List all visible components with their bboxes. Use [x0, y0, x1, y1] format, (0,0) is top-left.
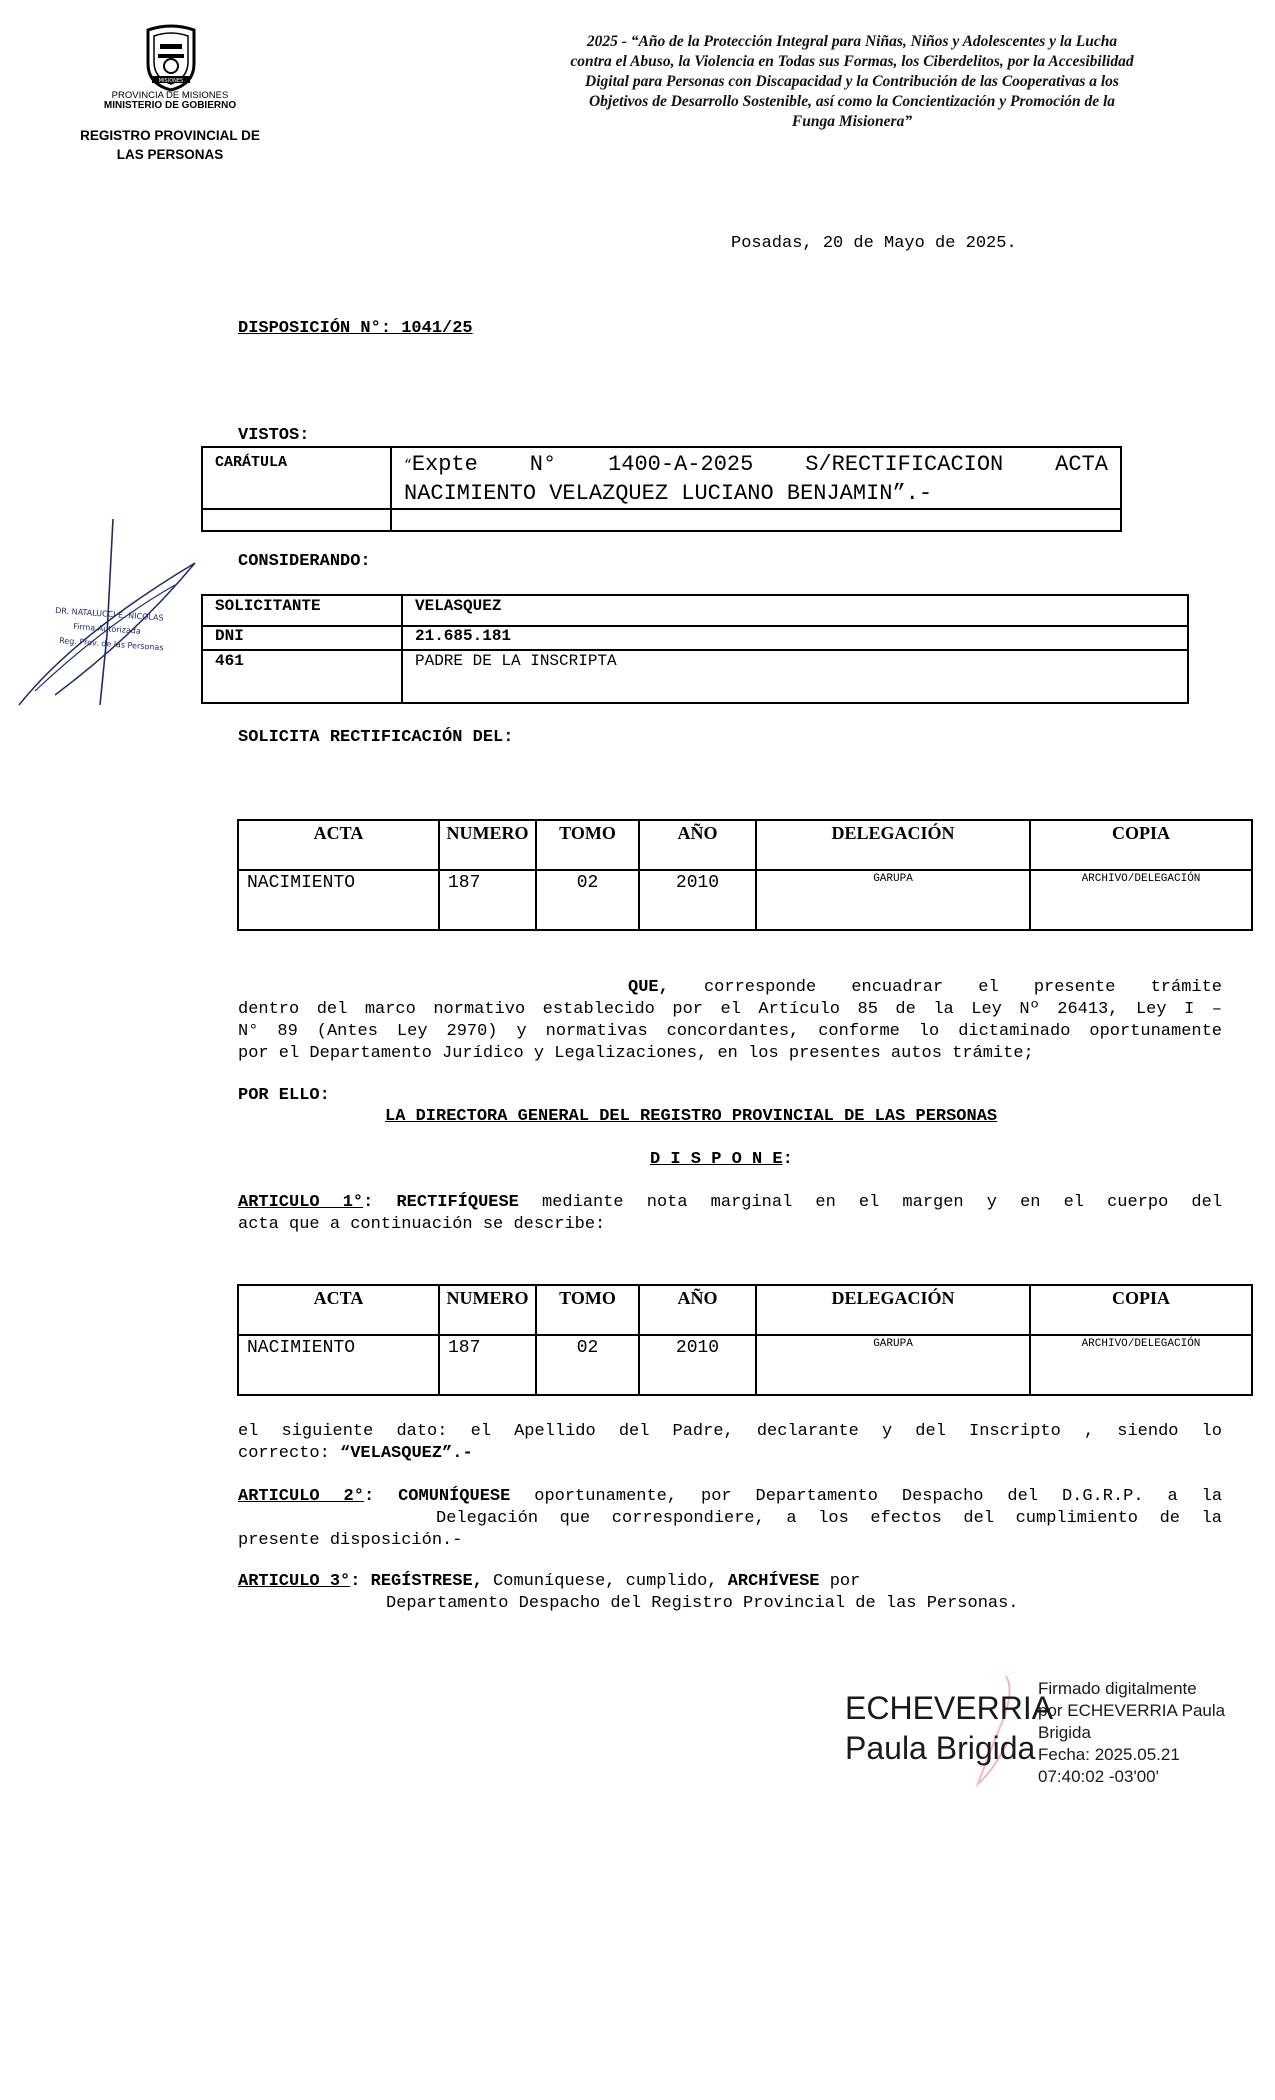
que-text: corresponde encuadrar el presente trámite [703, 978, 1222, 997]
signature-meta-line: Fecha: 2025.05.21 [1038, 1745, 1180, 1764]
stamp-line: DR. NATALUCCI E. NICOLAS [54, 606, 164, 623]
signer-given-name: Paula Brigida [845, 1730, 1036, 1766]
correct-surname: “VELASQUEZ”.- [340, 1444, 473, 1463]
acta-value: ARCHIVO/DELEGACIÓN [1081, 1338, 1201, 1350]
col-header-label: AÑO [677, 1288, 718, 1308]
row-label: SOLICITANTE [215, 597, 321, 615]
solicitante-table [201, 594, 1189, 704]
relation-value-cell [402, 650, 1188, 703]
articulo-line: Departamento Despacho del Registro Provincial de las Personas. [386, 1594, 1019, 1613]
caratula-label: CARÁTULA [215, 454, 288, 471]
vistos-heading: VISTOS: [238, 426, 310, 445]
registry-line: REGISTRO PROVINCIAL DE [80, 128, 260, 143]
articulo-line: presente disposición.- [238, 1531, 463, 1550]
acta-value: 187 [448, 873, 481, 893]
solicitante-value-cell [402, 595, 1188, 626]
caratula-value [392, 448, 1120, 479]
col-header-label: ACTA [313, 823, 364, 843]
col-header-label: COPIA [1112, 1288, 1170, 1308]
col-header-label: TOMO [559, 823, 616, 843]
motto-line: Objetivos de Desarrollo Sostenible, así como la Concientización y Promoción de la [588, 93, 1116, 110]
empty-cell [202, 509, 391, 531]
digital-signature-name [845, 1688, 1053, 1768]
motto-line: Digital para Personas con Discapacidad y la Contribución de las Cooperativas a los [585, 73, 1119, 90]
acta-table-original [237, 819, 1253, 931]
col-header [536, 820, 639, 870]
acta-value: 2010 [675, 873, 720, 893]
col-header-label: COPIA [1112, 823, 1170, 843]
signature-meta-line: Firmado digitalmente [1038, 1679, 1197, 1698]
handwritten-signature [15, 515, 205, 715]
province-name: PROVINCIA DE MISIONES [111, 90, 229, 101]
col-header [439, 820, 536, 870]
col-header-label: TOMO [559, 1288, 616, 1308]
col-header [1030, 1285, 1252, 1335]
digital-signature-info [1038, 1678, 1225, 1788]
acta-cell [639, 870, 756, 930]
caratula-table [201, 446, 1122, 532]
col-header [1030, 820, 1252, 870]
col-header-label: ACTA [313, 1288, 364, 1308]
relation-code-cell [202, 650, 402, 703]
row-value: VELASQUEZ [415, 597, 502, 615]
registry-line: LAS PERSONAS [116, 147, 224, 162]
motto-line: 2025 - “Año de la Protección Integral para Niñas, Niños y Adolescentes y la Lucha [586, 33, 1118, 50]
empty-cell [391, 509, 1121, 531]
que-keyword: QUE, [628, 978, 669, 997]
articulo-label: ARTICULO 2° [238, 1487, 364, 1506]
stamp-line: Reg. Prov. de las Personas [58, 636, 164, 653]
caratula-line: NACIMIENTO VELAZQUEZ LUCIANO BENJAMIN”.- [404, 481, 933, 506]
row-label: DNI [215, 627, 244, 645]
col-header [639, 820, 756, 870]
dni-value-cell [402, 626, 1188, 650]
ministry-name: MINISTERIO DE GOBIERNO [103, 100, 237, 111]
articulo-text: por [829, 1572, 861, 1591]
caratula-label-cell [202, 447, 391, 509]
dato-line [238, 1443, 1222, 1465]
acta-value: NACIMIENTO [247, 1338, 356, 1358]
articulo-3 [238, 1571, 1222, 1615]
articulo-line [238, 1486, 1222, 1508]
dato-line: el siguiente dato: el Apellido del Padre, declarante y del Inscripto , siendo lo [238, 1422, 1222, 1441]
solicitante-label-cell [202, 595, 402, 626]
articulo-colon: : [363, 1193, 374, 1212]
que-line: dentro del marco normativo establecido por el Artículo 85 de la Ley Nº 26413, Ley I – [238, 1000, 1222, 1019]
acta-cell [238, 1335, 439, 1395]
articulo-line: acta que a continuación se describe: [238, 1215, 606, 1234]
articulo-1 [238, 1192, 1222, 1236]
acta-cell [756, 870, 1030, 930]
acta-cell [439, 870, 536, 930]
dato-paragraph [238, 1421, 1222, 1465]
articulo-label: ARTICULO 1° [238, 1193, 364, 1212]
col-header [439, 1285, 536, 1335]
col-header [536, 1285, 639, 1335]
dispone-word: D I S P O N E [650, 1150, 783, 1169]
acta-table-rectified [237, 1284, 1253, 1396]
articulo-keyword: ARCHÍVESE [727, 1572, 820, 1591]
articulo-keyword: RECTIFÍQUESE [396, 1193, 519, 1212]
col-header-label: NUMERO [446, 1288, 529, 1308]
acta-value: GARUPA [873, 873, 913, 885]
dispone-heading [650, 1149, 793, 1171]
articulo-keyword: COMUNÍQUESE [398, 1487, 511, 1506]
provincial-seal-logo [138, 24, 204, 92]
acta-value: NACIMIENTO [247, 873, 356, 893]
motto-line: contra el Abuso, la Violencia en Todas sus Formas, los Ciberdelitos, por la Accesibilidad [570, 53, 1134, 70]
acta-value: 02 [576, 873, 599, 893]
year-motto [532, 32, 1172, 132]
articulo-line [238, 1571, 1222, 1593]
acta-cell [536, 870, 639, 930]
caratula-value-cell [391, 447, 1121, 509]
col-header-label: AÑO [677, 823, 718, 843]
dispone-colon: : [782, 1150, 793, 1169]
col-header-label: DELEGACIÓN [831, 1288, 955, 1308]
articulo-line: Delegación que correspondiere, a los efectos del cumplimiento de la [436, 1509, 1222, 1528]
acta-value: 2010 [675, 1338, 720, 1358]
col-header [756, 1285, 1030, 1335]
disposition-number: DISPOSICIÓN N°: 1041/25 [238, 319, 473, 338]
dni-label-cell [202, 626, 402, 650]
acta-cell [756, 1335, 1030, 1395]
open-quote: “ [404, 457, 412, 472]
articulo-2 [238, 1486, 1222, 1552]
acta-cell [439, 1335, 536, 1395]
articulo-label: ARTICULO 3° [238, 1572, 351, 1591]
signer-surname: ECHEVERRIA [845, 1690, 1054, 1726]
col-header [639, 1285, 756, 1335]
acta-cell [1030, 870, 1252, 930]
solicita-heading: SOLICITA RECTIFICACIÓN DEL: [238, 728, 514, 747]
articulo-text: oportunamente, por Departamento Despacho del D.G.R.P. a la [534, 1487, 1223, 1506]
considerando-heading: CONSIDERANDO: [238, 552, 371, 571]
acta-value: GARUPA [873, 1338, 913, 1350]
motto-line: Funga Misionera” [791, 113, 913, 130]
date-line: Posadas, 20 de Mayo de 2025. [731, 234, 1017, 253]
col-header [238, 1285, 439, 1335]
svg-text:MISIONES: MISIONES [158, 78, 184, 84]
articulo-keyword: REGÍSTRESE, [370, 1572, 483, 1591]
articulo-line [238, 1192, 1222, 1214]
acta-value: 02 [576, 1338, 599, 1358]
signature-meta-line: Brigida [1038, 1723, 1091, 1742]
col-header-label: NUMERO [446, 823, 529, 843]
acta-cell [238, 870, 439, 930]
dato-prefix: correcto: [238, 1444, 341, 1463]
articulo-colon: : [363, 1487, 375, 1506]
signature-meta-line: por ECHEVERRIA Paula [1038, 1701, 1226, 1720]
articulo-text: Comuníquese, cumplido, [493, 1572, 718, 1591]
directora-heading: LA DIRECTORA GENERAL DEL REGISTRO PROVINCIAL DE LAS PERSONAS [385, 1107, 998, 1126]
acta-cell [639, 1335, 756, 1395]
stamp-line: Firma Autorizada [72, 622, 142, 636]
que-paragraph [238, 977, 1222, 1065]
row-label: 461 [215, 652, 244, 670]
col-header [756, 820, 1030, 870]
acta-value: ARCHIVO/DELEGACIÓN [1081, 873, 1201, 885]
row-value: PADRE DE LA INSCRIPTA [415, 652, 617, 670]
registry-name [72, 126, 268, 164]
por-ello: POR ELLO: [238, 1086, 330, 1105]
que-line: N° 89 (Antes Ley 2970) y normativas concordantes, conforme lo dictaminado oportunamente [238, 1022, 1222, 1041]
articulo-text: mediante nota marginal en el margen y en el cuerpo del [542, 1193, 1223, 1212]
articulo-colon: : [350, 1572, 361, 1591]
acta-cell [536, 1335, 639, 1395]
col-header [238, 820, 439, 870]
caratula-line: Expte N° 1400-A-2025 S/RECTIFICACION ACTA [411, 452, 1108, 477]
que-line: por el Departamento Jurídico y Legalizaciones, en los presentes autos trámite; [238, 1044, 1034, 1063]
acta-cell [1030, 1335, 1252, 1395]
acta-value: 187 [448, 1338, 481, 1358]
row-value: 21.685.181 [415, 627, 512, 645]
que-line [238, 977, 1222, 999]
signature-meta-line: 07:40:02 -03'00' [1038, 1767, 1159, 1786]
col-header-label: DELEGACIÓN [831, 823, 955, 843]
